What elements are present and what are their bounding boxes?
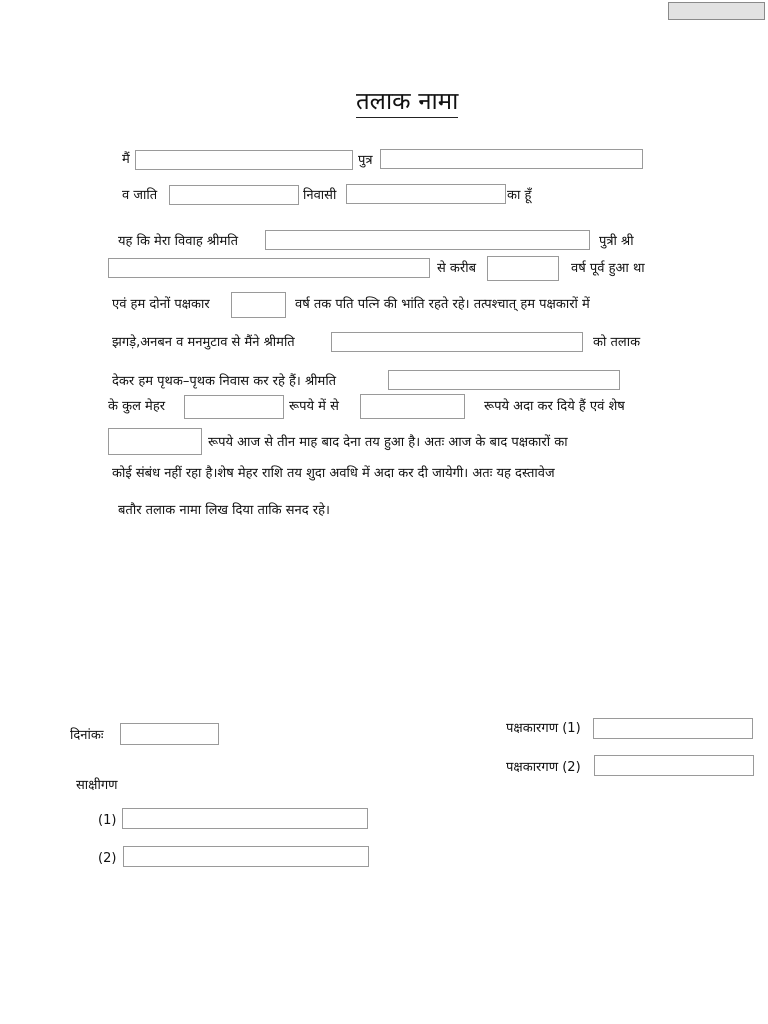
- residence-field[interactable]: [346, 184, 506, 204]
- label-line5-start: एवं हम दोनों पक्षकार: [112, 297, 210, 312]
- father-name-field[interactable]: [380, 149, 643, 169]
- page-title: तलाक नामा: [356, 86, 458, 118]
- label-witness-2: (2): [98, 851, 117, 866]
- label-line7: देकर हम पृथक–पृथक निवास कर रहे हैं। श्रीमति: [112, 374, 337, 389]
- label-line3-start: यह कि मेरा विवाह श्रीमति: [118, 234, 238, 249]
- label-rupaye-me-se: रूपये में से: [289, 399, 339, 414]
- label-line10: कोई संबंध नहीं रहा है।शेष मेहर राशि तय शुदा अवधि में अदा कर दी जायेगी। अतः यह दस्तावेज: [112, 466, 555, 481]
- label-line11: बतौर तलाक नामा लिख दिया ताकि सनद रहे।: [118, 503, 330, 518]
- label-varsh-purv: वर्ष पूर्व हुआ था: [571, 261, 645, 276]
- label-ko-talaak: को तलाक: [593, 335, 641, 350]
- wife-name-2-field[interactable]: [331, 332, 583, 352]
- label-witness-1: (1): [98, 813, 117, 828]
- label-party-1: पक्षकारगण (1): [506, 721, 581, 736]
- label-line6-start: झगड़े,अनबन व मनमुटाव से मैंने श्रीमति: [112, 335, 295, 350]
- label-putra: पुत्र: [358, 153, 373, 168]
- label-rupaye-ada: रूपये अदा कर दिये हैं एवं शेष: [484, 399, 625, 414]
- label-va-jati: व जाति: [122, 188, 158, 203]
- label-sakshigan: साक्षीगण: [76, 778, 118, 793]
- witness-1-field[interactable]: [122, 808, 368, 829]
- label-putri-shri: पुत्री श्री: [599, 234, 634, 249]
- date-field[interactable]: [120, 723, 219, 745]
- caste-field[interactable]: [169, 185, 299, 205]
- label-line5-end: वर्ष तक पति पत्नि की भांति रहते रहे। तत्पश्चात् हम पक्षकारों में: [295, 297, 590, 312]
- label-kul-mehar: के कुल मेहर: [108, 399, 166, 414]
- witness-2-field[interactable]: [123, 846, 369, 867]
- name-field[interactable]: [135, 150, 353, 170]
- party-2-field[interactable]: [594, 755, 754, 776]
- label-main: मैं: [122, 152, 130, 167]
- mehar-total-field[interactable]: [184, 395, 284, 419]
- mehar-paid-field[interactable]: [360, 394, 465, 419]
- mehar-remaining-field[interactable]: [108, 428, 202, 455]
- wife-name-field[interactable]: [265, 230, 590, 250]
- party-1-field[interactable]: [593, 718, 753, 739]
- label-ka-hun: का हूँ: [507, 188, 532, 203]
- label-party-2: पक्षकारगण (2): [506, 760, 581, 775]
- years-together-field[interactable]: [231, 292, 286, 318]
- label-nivasi: निवासी: [303, 188, 337, 203]
- label-line9: रूपये आज से तीन माह बाद देना तय हुआ है। अतः आज के बाद पक्षकारों का: [208, 435, 568, 450]
- label-dinank: दिनांकः: [70, 728, 104, 743]
- years-ago-field[interactable]: [487, 256, 559, 281]
- label-se-kareeb: से करीब: [437, 261, 477, 276]
- wife-father-field[interactable]: [108, 258, 430, 278]
- top-right-button[interactable]: [668, 2, 765, 20]
- wife-name-3-field[interactable]: [388, 370, 620, 390]
